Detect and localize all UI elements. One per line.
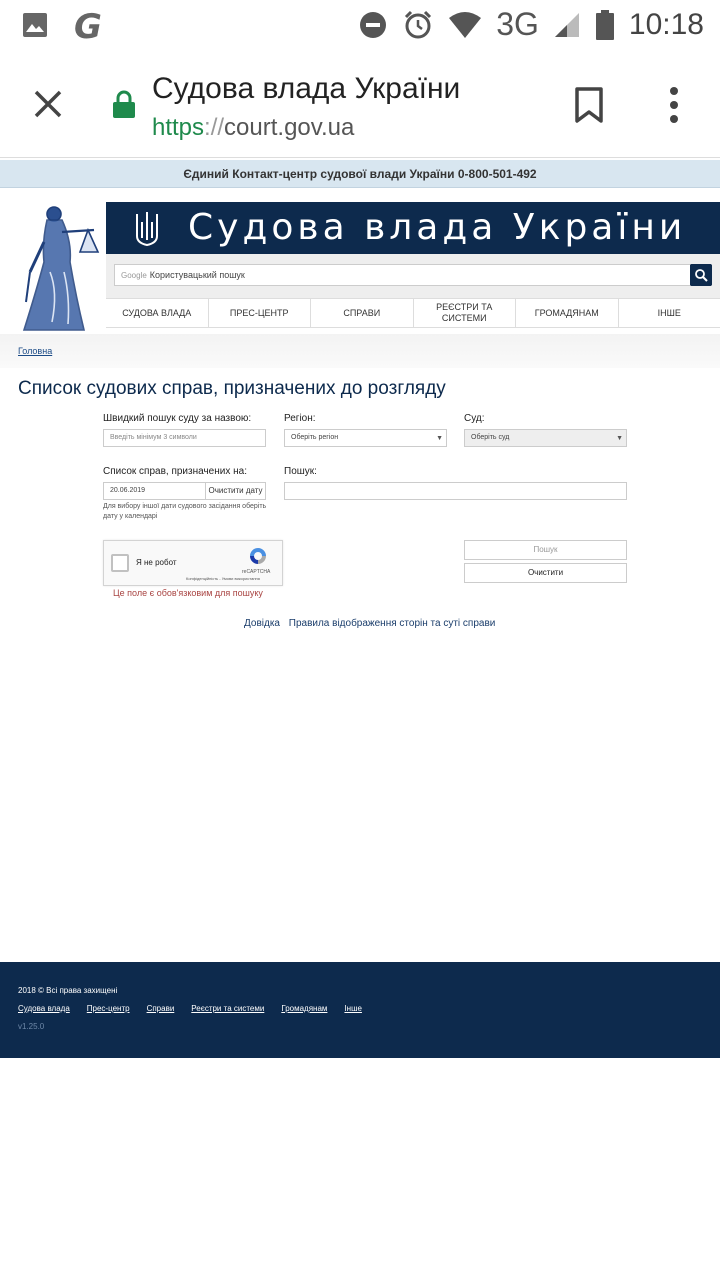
google-brand: Google [121, 271, 147, 280]
nav-judiciary[interactable]: СУДОВА ВЛАДА [106, 299, 209, 327]
help-link[interactable]: Довідка [244, 618, 280, 629]
footer-link-other[interactable]: Інше [344, 1004, 362, 1013]
date-input[interactable]: 20.06.2019 [103, 482, 206, 500]
footer-link-judiciary[interactable]: Судова влада [18, 1004, 70, 1013]
image-icon [20, 10, 50, 40]
battery-icon [595, 10, 615, 40]
recaptcha-brand: reCAPTCHA [242, 569, 271, 575]
recaptcha-logo-icon [248, 546, 268, 566]
court-select[interactable] [464, 429, 627, 447]
clear-button[interactable]: Очистити [464, 563, 627, 583]
nav-other[interactable]: ІНШЕ [657, 307, 681, 318]
footer-link-citizens[interactable]: Громадянам [281, 1004, 328, 1013]
alarm-icon [402, 9, 434, 41]
quick-search-label: Швидкий пошук суду за назвою: [103, 413, 252, 424]
site-footer [0, 962, 720, 1058]
site-header [0, 188, 720, 334]
url-scheme: https [152, 114, 205, 141]
breadcrumb [0, 334, 720, 368]
footer-link-cases[interactable]: Справи [146, 1004, 175, 1013]
footer-version: v1.25.0 [18, 1022, 45, 1031]
chevron-down-icon: ▼ [436, 435, 443, 442]
status-bar [0, 0, 720, 50]
nav-registries[interactable]: РЕЄСТРИ ТА СИСТЕМИ [414, 299, 517, 327]
region-label: Регіон: [284, 413, 316, 424]
recaptcha-label: Я не робот [136, 558, 177, 567]
recaptcha-privacy-link[interactable]: Конфіденційність - Умови використання [186, 576, 260, 581]
site-title: Судова влада України [188, 207, 687, 248]
search-button[interactable]: Пошук [464, 540, 627, 560]
footer-link-press-center[interactable]: Прес-центр [86, 1004, 130, 1013]
url-bar[interactable] [152, 114, 354, 142]
wifi-icon [448, 11, 482, 39]
trident-icon [134, 210, 160, 248]
signal-icon [553, 11, 581, 39]
footer-links [18, 1004, 362, 1013]
nav-citizens[interactable]: ГРОМАДЯНАМ [516, 299, 619, 327]
footer-copyright: 2018 © Всі права захищені [18, 986, 118, 995]
breadcrumb-home[interactable]: Головна [18, 346, 53, 356]
overflow-menu-icon[interactable] [666, 86, 682, 124]
court-label: Суд: [464, 413, 485, 424]
url-separator: :// [204, 114, 225, 141]
page-title-bar[interactable]: Судова влада України [152, 72, 461, 105]
do-not-disturb-icon [358, 10, 388, 40]
site-search-placeholder: Користувацький пошук [149, 270, 245, 280]
page-title: Список судових справ, призначених до розгляду [18, 378, 446, 399]
themis-logo-icon[interactable] [14, 202, 100, 334]
search-input[interactable] [284, 482, 627, 500]
search-label: Пошук: [284, 466, 317, 477]
region-select[interactable] [284, 429, 447, 447]
contact-center-bar: Єдиний Контакт-центр судової влади України 0-800-501-492 [0, 160, 720, 188]
captcha-required-error: Це поле є обов'язковим для пошуку [113, 588, 263, 598]
bookmark-icon[interactable] [574, 86, 604, 124]
footer-link-registries[interactable]: Реєстри та системи [191, 1004, 265, 1013]
nav-cases[interactable]: СПРАВИ [311, 299, 414, 327]
grammarly-icon [72, 8, 106, 42]
quick-search-input[interactable]: Введіть мінімум 3 символи [103, 429, 266, 447]
clock: 10:18 [628, 7, 704, 41]
recaptcha-checkbox[interactable] [111, 554, 129, 572]
nav-press-center[interactable]: ПРЕС-ЦЕНТР [209, 299, 312, 327]
close-icon[interactable] [28, 84, 68, 124]
url-host: court.gov.ua [224, 114, 355, 141]
help-links [244, 618, 501, 629]
lock-icon[interactable] [112, 90, 136, 118]
display-rules-link[interactable]: Правила відображення сторін та суті справи [288, 618, 496, 629]
court-select-value: Оберіть суд [471, 434, 510, 441]
date-label: Список справ, призначених на: [103, 466, 247, 477]
site-banner[interactable] [106, 202, 720, 254]
date-hint: Для вибору іншої дати судового засідання оберіть дату у календарі [103, 503, 267, 520]
recaptcha-widget [103, 540, 283, 586]
search-icon[interactable] [690, 264, 712, 286]
network-type: 3G [496, 6, 539, 42]
browser-toolbar [0, 50, 720, 158]
site-search-input[interactable] [114, 264, 694, 286]
chevron-down-icon: ▼ [616, 435, 623, 442]
clear-date-button[interactable]: Очистити дату [205, 482, 266, 500]
svg-text:G: G [74, 8, 102, 42]
region-select-value: Оберіть регіон [291, 434, 339, 441]
main-nav [106, 298, 720, 328]
site-search-row [106, 254, 720, 298]
